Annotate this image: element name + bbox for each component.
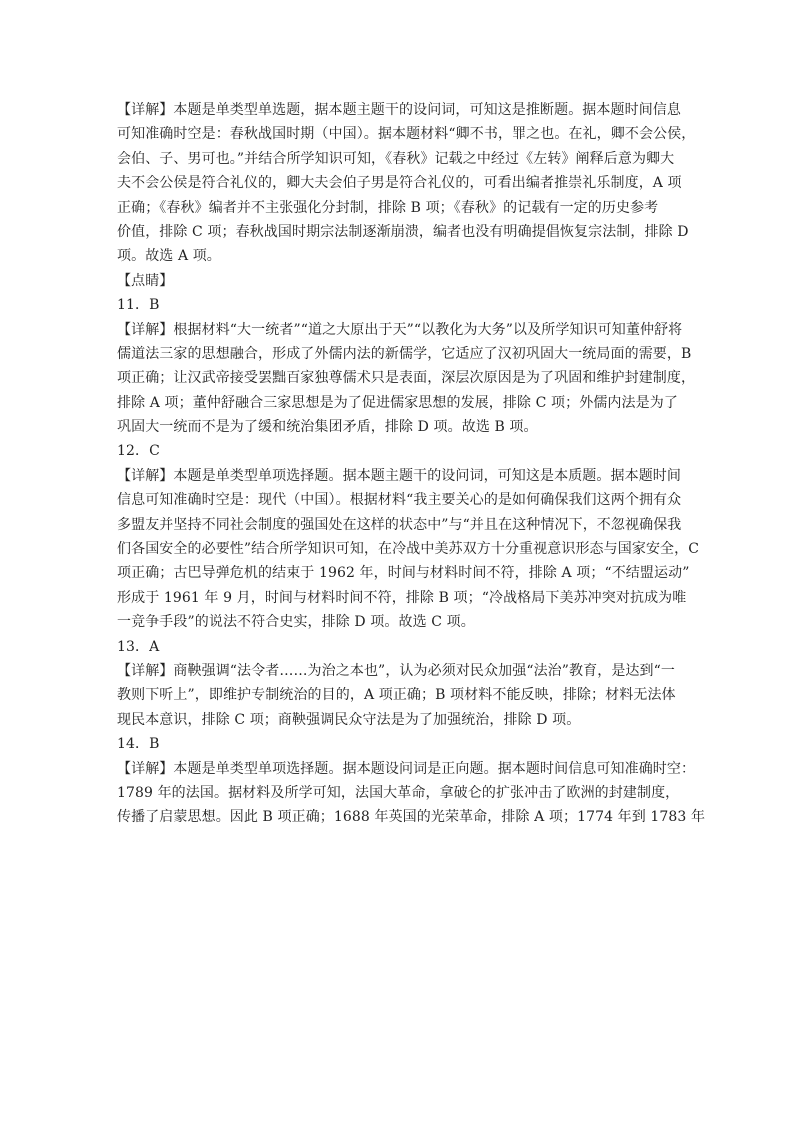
text-line: 们各国安全的必要性”结合所学知识可知，在冷战中美苏双方十分重视意识形态与国家安全，C <box>117 541 700 558</box>
text-line: 多盟友并坚持不同社会制度的强国处在这样的状态中”与“并且在这种情况下，不忽视确保我 <box>117 516 682 533</box>
question-number: 14．B <box>117 736 160 753</box>
text-line: 价值，排除 C 项；春秋战国时期宗法制逐渐崩溃，编者也没有明确提倡恢复宗法制，排除 D <box>117 223 689 240</box>
text-line: 1789 年的法国。据材料及所学可知，法国大革命，拿破仑的扩张冲击了欧洲的封建制度， <box>117 784 680 801</box>
text-line: 形成于 1961 年 9 月，时间与材料时间不符，排除 B 项；“冷战格局下美苏冲突对抗成为唯 <box>117 589 687 606</box>
text-line: 现民本意识，排除 C 项；商鞅强调民众守法是为了加强统治，排除 D 项。 <box>117 711 581 728</box>
text-line: 儒道法三家的思想融合，形成了外儒内法的新儒学，它适应了汉初巩固大一统局面的需要，B <box>117 345 692 362</box>
text-line: 【详解】根据材料“大一统者”“道之大原出于天”“以教化为大务”以及所学知识可知董仲舒将 <box>117 321 683 338</box>
answer-explanations <box>117 98 707 830</box>
text-line: 项正确；让汉武帝接受罢黜百家独尊儒术只是表面，深层次原因是为了巩固和维护封建制度， <box>117 370 696 387</box>
question-number: 13．A <box>117 638 160 655</box>
text-line: 会伯、子、男可也。”并结合所学知识可知，《春秋》记载之中经过《左转》阐释后意为卿大 <box>117 150 675 167</box>
section-heading: 【点睛】 <box>117 272 174 289</box>
text-line: 教则下听上”，即维护专制统治的目的，A 项正确；B 项材料不能反映，排除；材料无法体 <box>117 687 676 704</box>
text-line: 信息可知准确时空是：现代（中国）。根据材料“我主要关心的是如何确保我们这两个拥有众 <box>117 492 682 509</box>
text-line: 传播了启蒙思想。因此 B 项正确；1688 年英国的光荣革命，排除 A 项；1774 年到 1783 年 <box>117 809 706 826</box>
text-line: 【详解】本题是单类型单项选择题。据本题设问词是正向题。据本题时间信息可知准确时空： <box>117 760 696 777</box>
text-line: 一竞争手段”的说法不符合史实，排除 D 项。故选 C 项。 <box>117 614 475 631</box>
question-number: 11．B <box>117 297 160 314</box>
text-line: 排除 A 项；董仲舒融合三家思想是为了促进儒家思想的发展，排除 C 项；外儒内法是为了 <box>117 394 678 411</box>
text-line: 夫不会公侯是符合礼仪的，卿大夫会伯子男是符合礼仪的，可看出编者推崇礼乐制度，A 项 <box>117 175 682 192</box>
text-line: 【详解】本题是单类型单选题，据本题主题干的设问词，可知这是推断题。据本题时间信息 <box>117 102 681 118</box>
question-number: 12．C <box>117 443 160 460</box>
text-line: 项正确；古巴导弹危机的结束于 1962 年，时间与材料时间不符，排除 A 项；“不结盟运动” <box>117 565 690 582</box>
text-line: 项。故选 A 项。 <box>117 248 221 265</box>
text-line: 【详解】本题是单类型单项选择题。据本题主题干的设问词，可知这是本质题。据本题时间 <box>117 467 681 484</box>
text-line: 巩固大一统而不是为了缓和统治集团矛盾，排除 D 项。故选 B 项。 <box>117 419 538 436</box>
text-line: 可知准确时空是：春秋战国时期（中国）。据本题材料“卿不书，罪之也。在礼，卿不会公侯， <box>117 126 696 143</box>
text-line: 【详解】商鞅强调“法令者……为治之本也”，认为必须对民众加强“法治”教育，是达到“一 <box>117 662 675 679</box>
text-line: 正确；《春秋》编者并不主张强化分封制，排除 B 项；《春秋》的记载有一定的历史参考 <box>117 199 659 216</box>
